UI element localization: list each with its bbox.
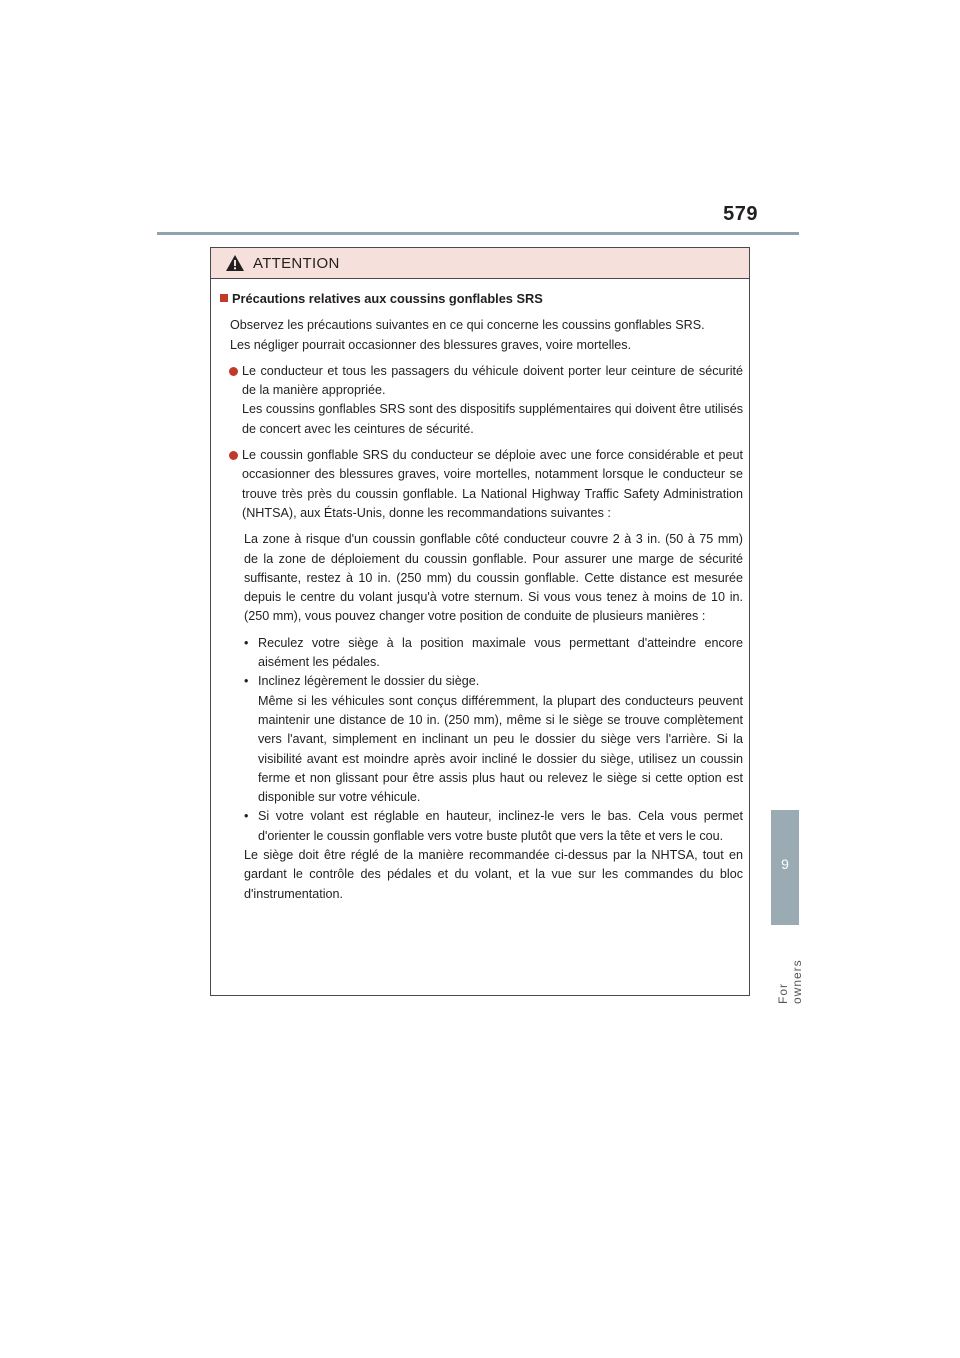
tip-line: Reculez votre siège à la position maximale vous permettant d'atteindre encore aisément les pédales. [258,635,743,670]
circle-bullet-icon [229,367,238,376]
intro-line: Observez les précautions suivantes en ce qui concerne les coussins gonflables SRS. [230,318,705,333]
section-heading [219,289,743,308]
tip-line: Si votre volant est réglable en hauteur, inclinez-le vers le bas. Cela vous permet d'orienter le coussin gonflable vers votre buste plutôt que vers la tête et vers le cou. [258,809,743,843]
tip-text [258,634,743,673]
list-item-paragraph: Le coussin gonflable SRS du conducteur se déploie avec une force considérable et peut occasionner des blessures graves, voire mortelles, notamment lorsque le conducteur se trouve très près du coussin gonflable. La National Highway Traffic Safety Administration (NHTSA), aux États-Unis, donne les recommandations suivantes : [242,448,743,520]
warning-body [211,279,749,904]
warning-title: ATTENTION [253,254,340,272]
tip-text [258,807,743,846]
warning-header [211,248,749,279]
closing-paragraph: Le siège doit être réglé de la manière recommandée ci-dessus par la NHTSA, tout en gardant le contrôle des pédales et du volant, et la vue sur les commandes du bloc d'instrumentation. [244,848,743,901]
risk-zone-paragraph [244,530,743,626]
list-item-paragraph: Le conducteur et tous les passagers du véhicule doivent porter leur ceinture de sécurité de la manière appropriée. [242,363,743,398]
header-rule [157,232,799,235]
list-item-text [242,362,743,439]
list-item-text [242,446,743,523]
list-item [230,362,743,439]
chapter-label: For owners [776,959,804,1004]
warning-box [210,247,750,996]
tip-item [244,672,743,807]
tip-line: Inclinez légèrement le dossier du siège. [258,674,480,689]
square-bullet-icon [220,294,228,302]
tip-bullet: • [244,674,249,689]
section-heading-text: Précautions relatives aux coussins gonflables SRS [232,291,543,306]
tip-text [258,672,743,807]
circle-bullet-icon [229,451,238,460]
list-item-paragraph: Les coussins gonflables SRS sont des dispositifs supplémentaires qui doivent être utilisés de concert avec les ceintures de sécurité. [242,402,743,436]
tip-item [244,807,743,846]
intro-paragraph [230,316,743,355]
chapter-number: 9 [781,856,789,872]
page-number: 579 [723,203,758,225]
risk-zone-text: La zone à risque d'un coussin gonflable côté conducteur couvre 2 à 3 in. (50 à 75 mm) de la zone de déploiement du coussin gonflable. Pour assurer une marge de sécurité suffisante, restez à 10 in. (250 mm) du coussin gonflable. Cette distance est mesurée depuis le centre du volant jusqu'à votre sternum. Si vous vous tenez à moins de 10 in. (250 mm), vous pouvez changer votre position de conduite de plusieurs manières : [244,532,743,624]
list-item [230,446,743,523]
chapter-tab [771,810,799,925]
tip-bullet: • [244,635,249,650]
tip-bullet: • [244,809,249,824]
tips-list [244,634,743,846]
intro-line: Les négliger pourrait occasionner des blessures graves, voire mortelles. [230,337,632,352]
tip-line: Même si les véhicules sont conçus différemment, la plupart des conducteurs peuvent maintenir une distance de 10 in. (250 mm), même si le siège se trouve complètement vers l'avant, simplement en inclinant un peu le dossier du siège vers l'arrière. Si la visibilité avant est moindre après avoir incliné le dossier du siège, utilisez un coussin ferme et non glissant pour être assis plus haut ou relevez le siège si cette option est disponible sur votre véhicule. [258,693,743,805]
tip-item [244,634,743,673]
warning-triangle-icon [225,254,245,272]
